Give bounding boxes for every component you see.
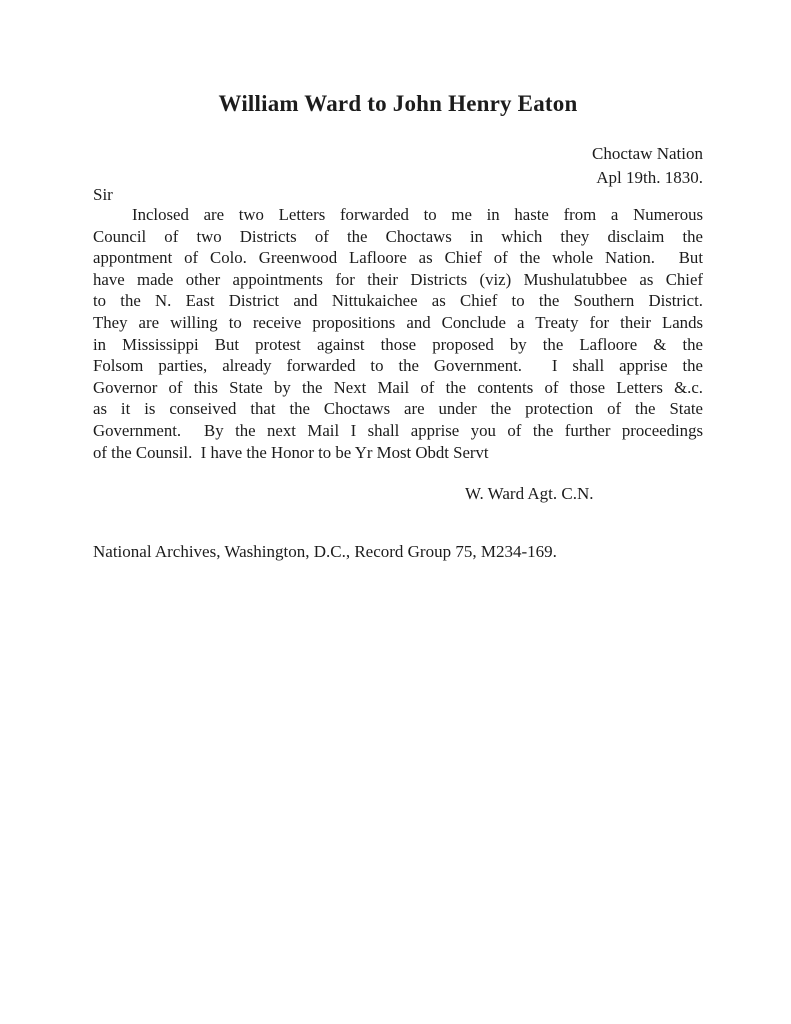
body-line: Folsom parties, already forwarded to the Government. I shall apprise the <box>93 356 703 376</box>
letter-body <box>93 204 703 463</box>
body-line: have made other appointments for their Districts (viz) Mushulatubbee as Chief <box>93 269 703 289</box>
body-line: as it is conseived that the Choctaws are under the protection of the State <box>93 399 703 419</box>
body-line: in Mississippi But protest against those proposed by the Lafloore & the <box>93 334 703 354</box>
signature: W. Ward Agt. C.N. <box>465 484 594 503</box>
body-line: appontment of Colo. Greenwood Lafloore as Chief of the whole Nation. But <box>93 248 703 268</box>
body-line: Council of two Districts of the Choctaws in which they disclaim the <box>93 226 703 246</box>
body-line: They are willing to receive propositions and Conclude a Treaty for their Lands <box>93 312 703 332</box>
body-line: to the N. East District and Nittukaichee as Chief to the Southern District. <box>93 291 703 311</box>
dateline-place: Choctaw Nation <box>592 144 703 163</box>
dateline-date: Apl 19th. 1830. <box>596 168 703 187</box>
archive-citation: National Archives, Washington, D.C., Record Group 75, M234-169. <box>93 542 557 561</box>
body-line: of the Counsil. I have the Honor to be Yr Most Obdt Servt <box>93 442 489 462</box>
letter-title: William Ward to John Henry Eaton <box>218 91 578 116</box>
dateline <box>93 142 703 190</box>
body-line: Government. By the next Mail I shall apprise you of the further proceedings <box>93 420 703 440</box>
body-line: Inclosed are two Letters forwarded to me in haste from a Numerous <box>132 205 703 224</box>
salutation: Sir <box>93 185 113 204</box>
body-line: Governor of this State by the Next Mail of the contents of those Letters &.c. <box>93 377 703 397</box>
